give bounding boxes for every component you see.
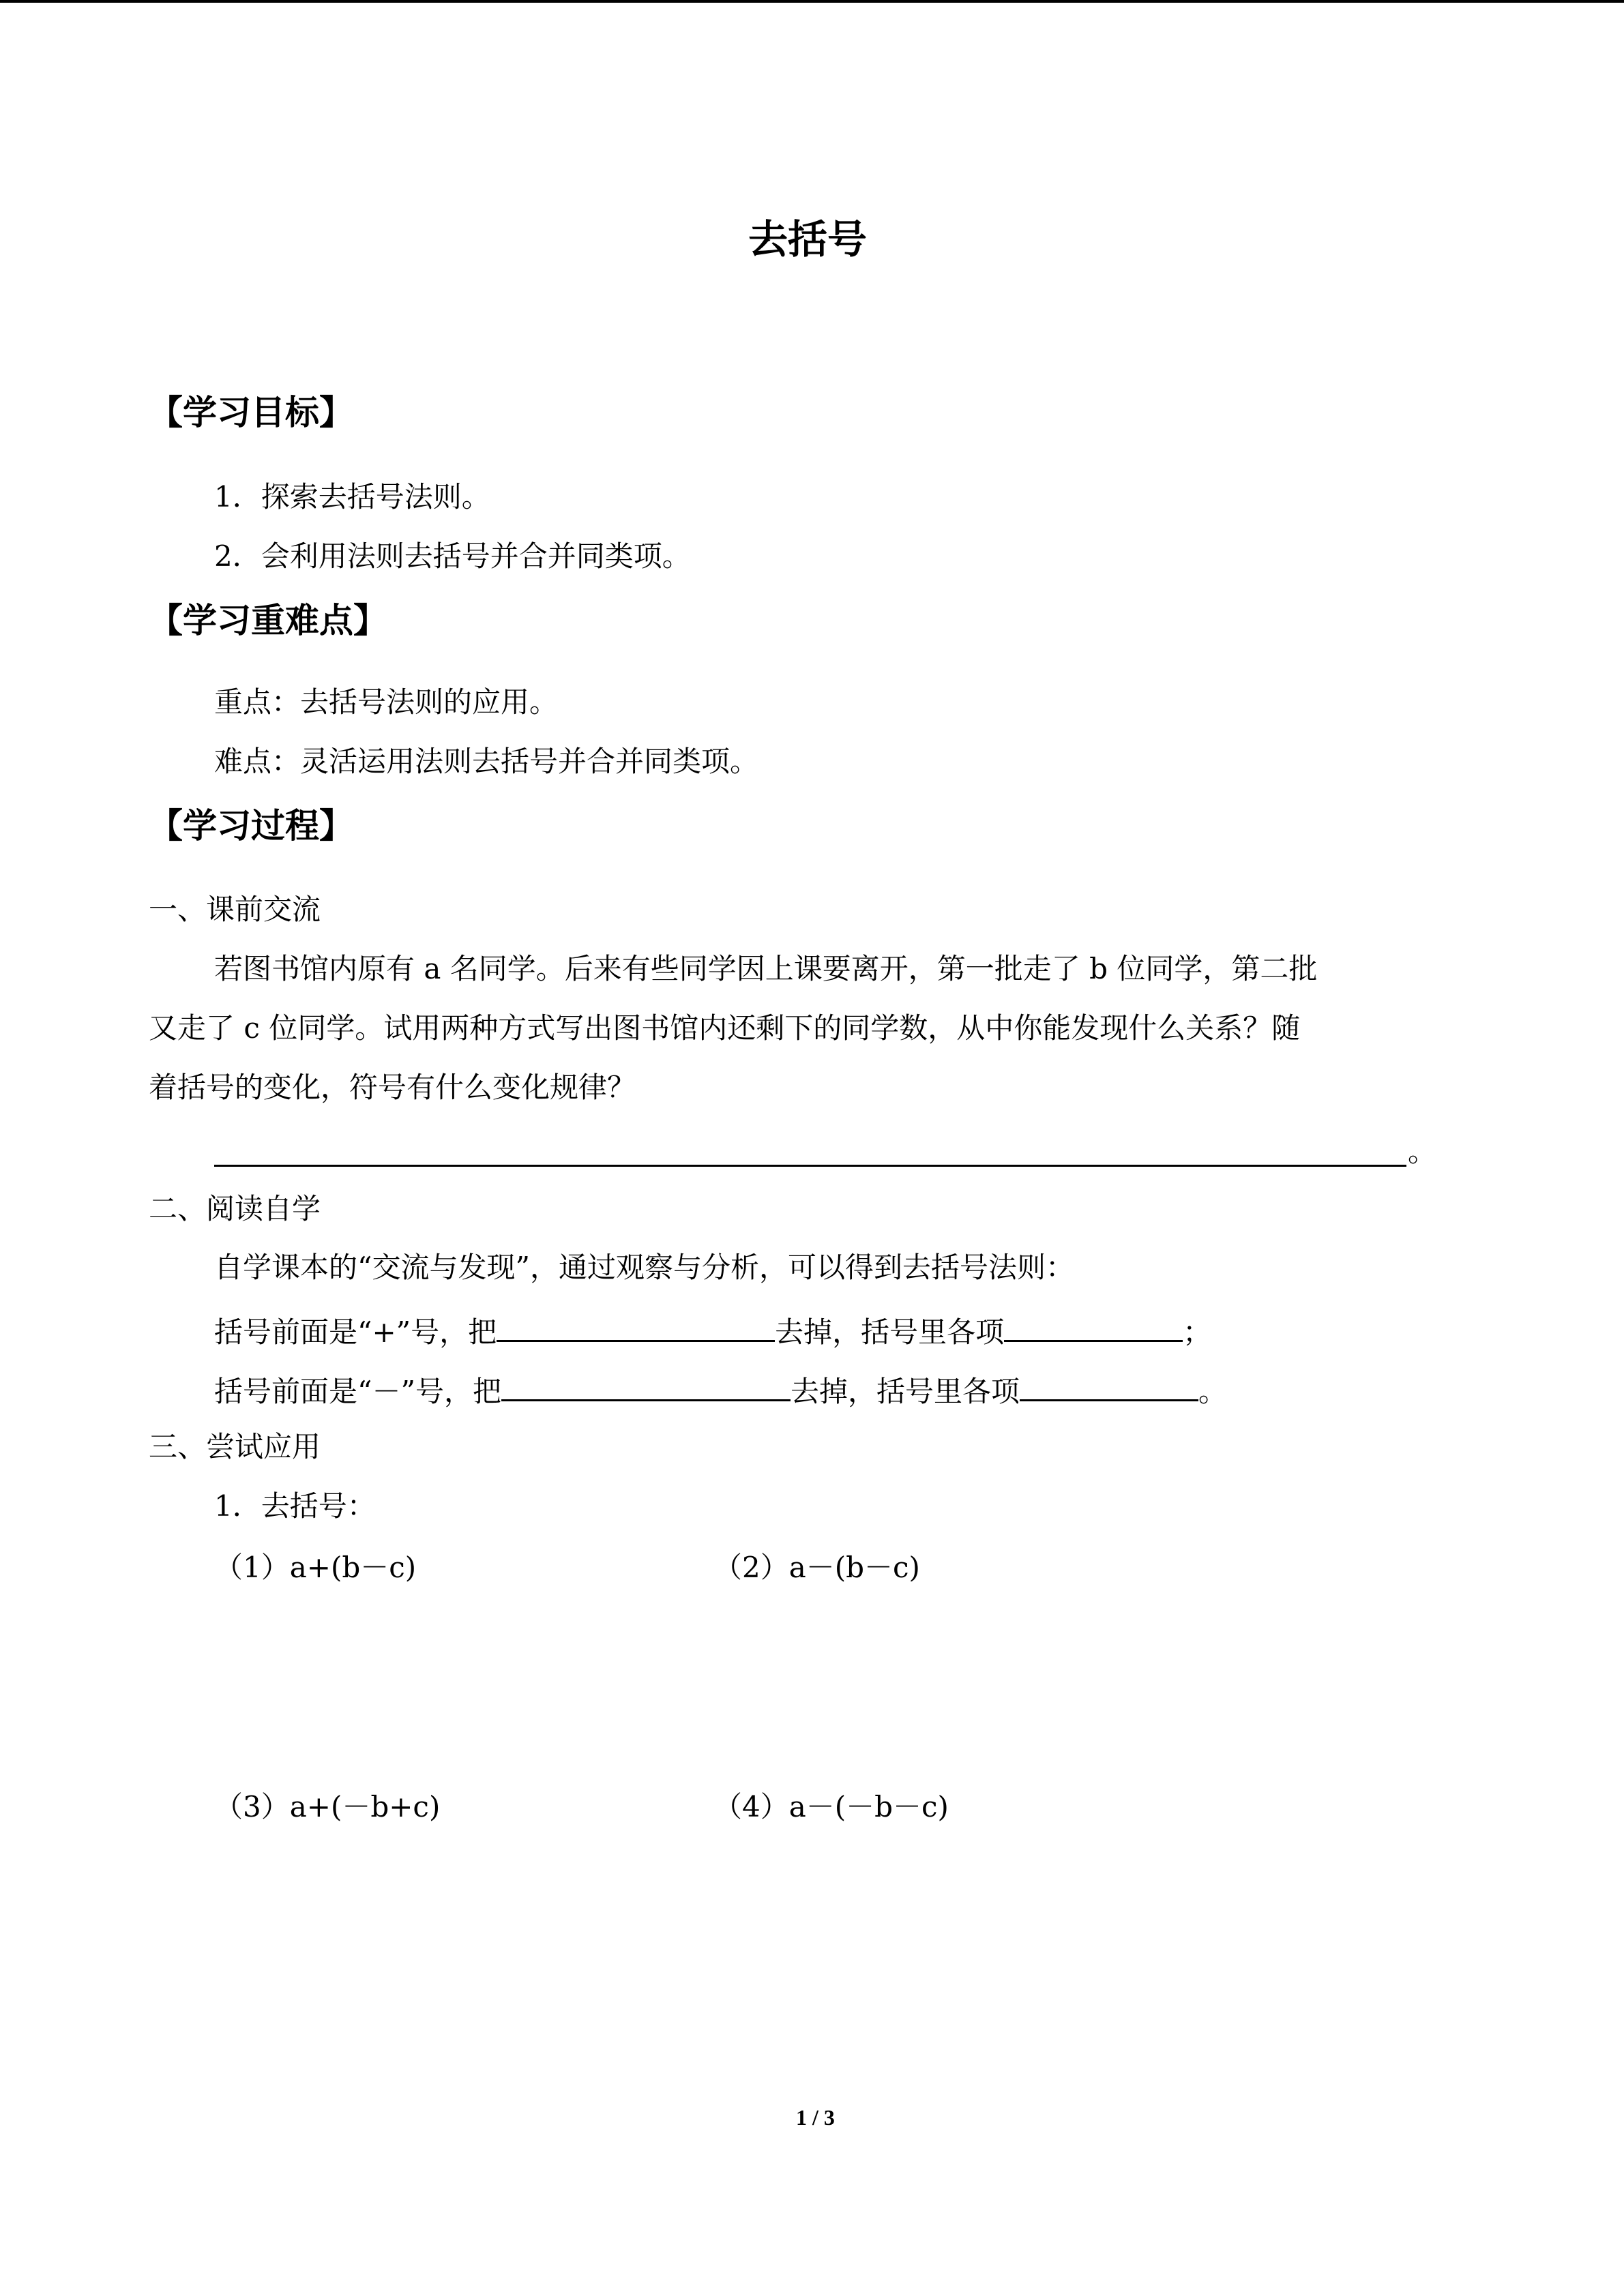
section-heading-key-points: 【学习重难点】 — [149, 601, 387, 640]
key-point-focus: 重点：去括号法则的应用。 — [214, 685, 559, 719]
top-border-line — [0, 0, 1624, 3]
part2-heading: 二、阅读自学 — [149, 1192, 321, 1225]
rule-minus-blank-1[interactable] — [501, 1373, 791, 1401]
exercise-item: （1）a+(b－c) — [214, 1551, 417, 1584]
part3-question-1: 1．去括号： — [214, 1489, 376, 1523]
rule-plus-text-b: 去掉，括号里各项 — [775, 1315, 1005, 1349]
part1-paragraph-line: 又走了 c 位同学。试用两种方式写出图书馆内还剩下的同学数，从中你能发现什么关系？随 — [149, 1011, 1301, 1045]
part1-heading: 一、课前交流 — [149, 893, 321, 926]
rule-plus-line — [214, 1314, 1211, 1347]
exercise-item: （3）a+(－b+c) — [214, 1790, 441, 1823]
rule-plus-blank-2[interactable] — [1004, 1314, 1183, 1342]
key-point-difficulty: 难点：灵活运用法则去括号并合并同类项。 — [214, 745, 759, 778]
rule-minus-text-a: 括号前面是“－”号，把 — [214, 1375, 501, 1408]
page-number: 1 / 3 — [796, 2105, 835, 2130]
section-heading-objectives: 【学习目标】 — [149, 393, 353, 432]
answer-blank[interactable] — [214, 1165, 1406, 1167]
exercise-item: （2）a－(b－c) — [713, 1551, 920, 1584]
rule-minus-blank-2[interactable] — [1020, 1373, 1198, 1401]
section-heading-process: 【学习过程】 — [149, 806, 353, 846]
part1-paragraph-line: 若图书馆内原有 a 名同学。后来有些同学因上课要离开，第一批走了 b 位同学，第二批 — [214, 952, 1318, 985]
rule-plus-text-a: 括号前面是“+”号，把 — [214, 1315, 497, 1349]
rule-minus-line — [214, 1373, 1227, 1406]
rule-plus-blank-1[interactable] — [497, 1314, 775, 1342]
rule-minus-text-b: 去掉，括号里各项 — [790, 1375, 1020, 1408]
page-title: 去括号 — [748, 216, 868, 263]
rule-minus-text-c: 。 — [1198, 1375, 1227, 1408]
objective-item: 1．探索去括号法则。 — [214, 480, 490, 513]
part2-intro: 自学课本的“交流与发现”，通过观察与分析，可以得到去括号法则： — [214, 1251, 1074, 1284]
objective-item: 2．会利用法则去括号并合并同类项。 — [214, 539, 691, 573]
part1-paragraph-line: 着括号的变化，符号有什么变化规律？ — [149, 1071, 636, 1104]
exercise-item: （4）a－(－b－c) — [713, 1790, 949, 1823]
part3-heading: 三、尝试应用 — [149, 1430, 321, 1463]
rule-plus-text-c: ； — [1183, 1315, 1212, 1349]
answer-blank-end: 。 — [1408, 1135, 1437, 1168]
